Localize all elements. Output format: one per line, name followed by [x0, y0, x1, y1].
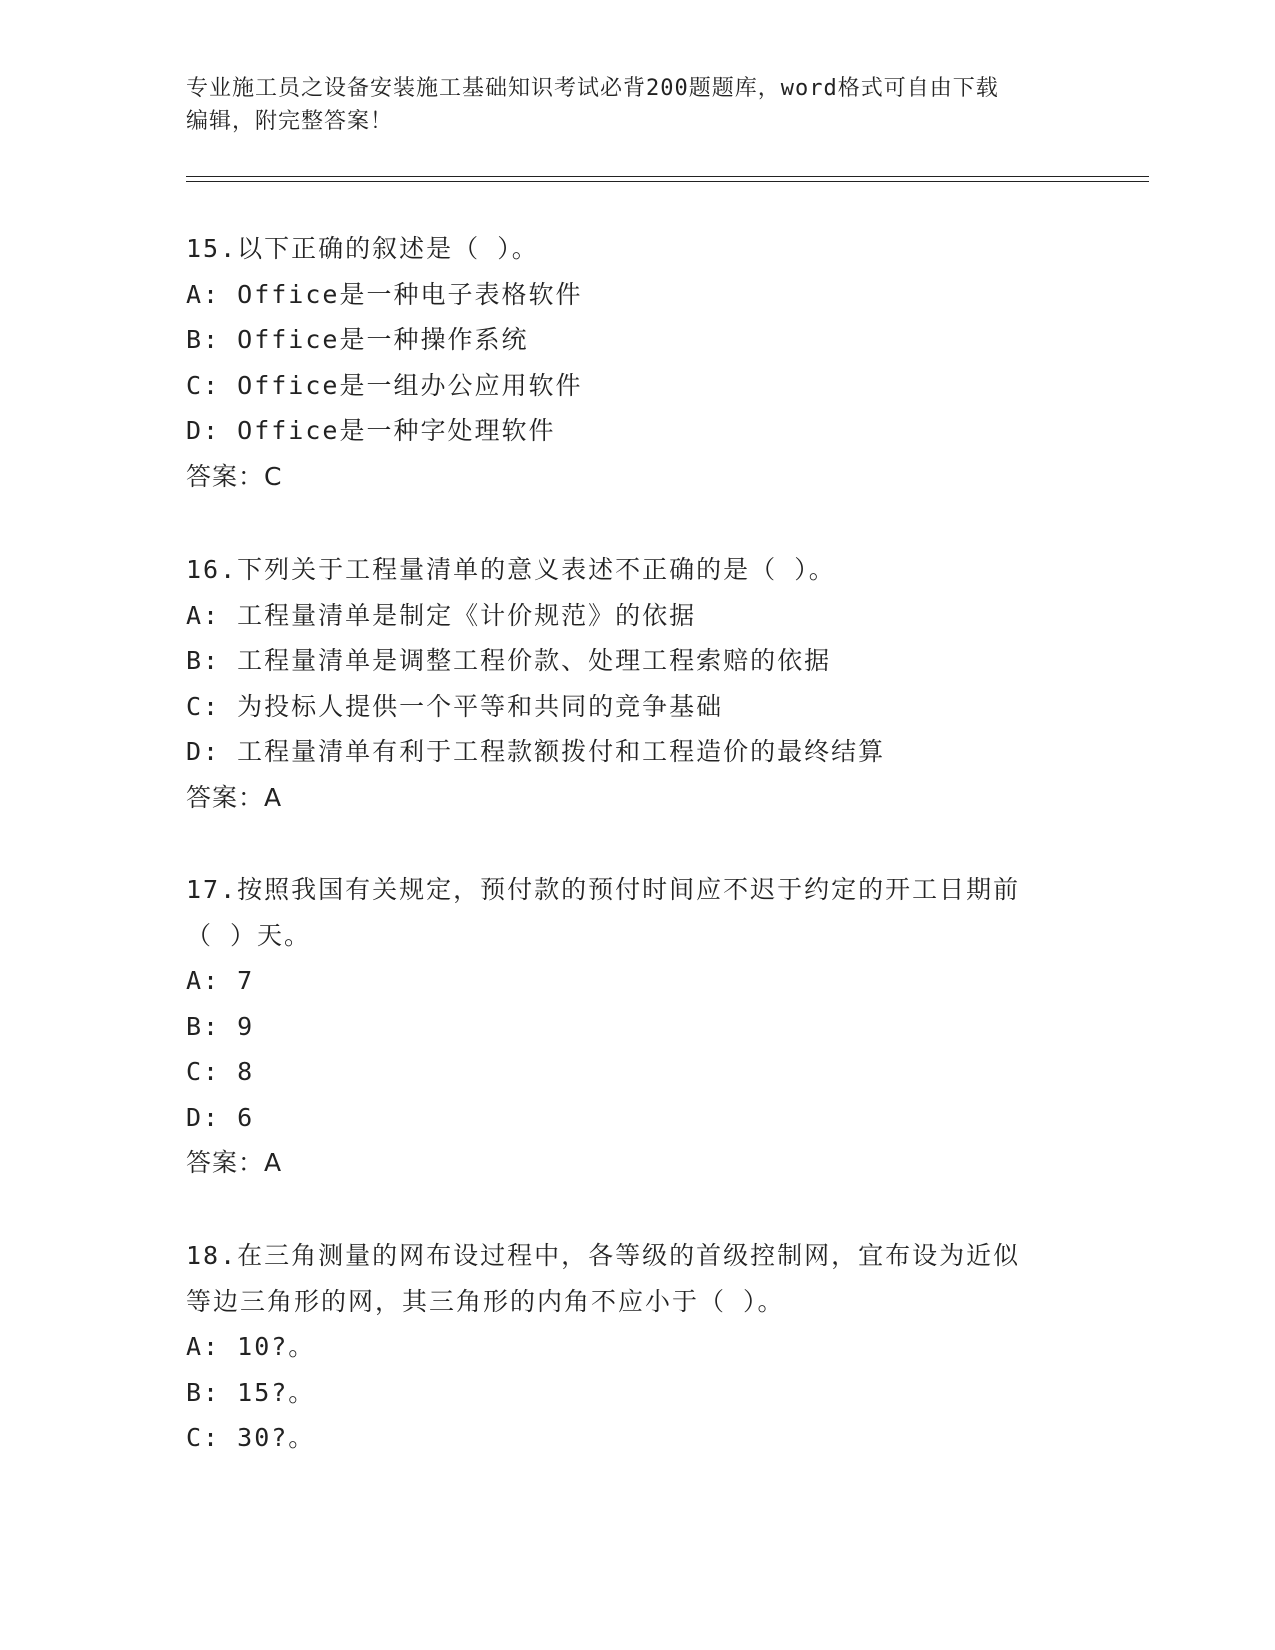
header-line-2: 编辑，附完整答案！: [186, 109, 394, 134]
answer-line: 答案：A: [186, 1148, 283, 1177]
question-stem-line-2: （ ）天。: [186, 920, 312, 950]
option-a: A: Office是一种电子表格软件: [186, 279, 583, 309]
option-b: B: 15?。: [186, 1377, 316, 1407]
header-line-1: 专业施工员之设备安装施工基础知识考试必背200题题库，word格式可自由下载: [186, 76, 999, 101]
document-header: [186, 72, 1066, 138]
question-stem-line-1: 18.在三角测量的网布设过程中，各等级的首级控制网，宜布设为近似: [186, 1241, 1021, 1270]
option-d: D: 6: [186, 1102, 255, 1132]
option-c: C: 为投标人提供一个平等和共同的竞争基础: [186, 691, 724, 721]
question-18: [186, 1233, 1086, 1461]
option-b: B: 工程量清单是调整工程价款、处理工程索赔的依据: [186, 646, 832, 675]
answer-line: 答案：A: [186, 782, 283, 812]
option-b: B: Office是一种操作系统: [186, 325, 529, 354]
question-stem-line-2: 等边三角形的网，其三角形的内角不应小于（ ）。: [186, 1286, 785, 1316]
option-c: C: 30?。: [186, 1423, 316, 1452]
option-a: A: 工程量清单是制定《计价规范》的依据: [186, 600, 697, 630]
option-a: A: 10?。: [186, 1332, 316, 1361]
question-stem: 16.下列关于工程量清单的意义表述不正确的是（ ）。: [186, 555, 836, 584]
question-16: [186, 547, 1086, 820]
question-17: [186, 867, 1086, 1186]
option-a: A: 7: [186, 966, 255, 995]
option-c: C: Office是一组办公应用软件: [186, 370, 583, 400]
option-d: D: Office是一种字处理软件: [186, 416, 556, 445]
option-d: D: 工程量清单有利于工程款额拨付和工程造价的最终结算: [186, 737, 886, 766]
option-b: B: 9: [186, 1011, 255, 1041]
option-c: C: 8: [186, 1057, 255, 1086]
question-stem-line-1: 17.按照我国有关规定，预付款的预付时间应不迟于约定的开工日期前: [186, 875, 1021, 904]
header-divider-top: [186, 176, 1149, 177]
question-15: [186, 226, 1086, 499]
question-stem: 15.以下正确的叙述是（ ）。: [186, 234, 539, 263]
answer-line: 答案：C: [186, 461, 283, 491]
header-divider-bottom: [186, 181, 1149, 182]
